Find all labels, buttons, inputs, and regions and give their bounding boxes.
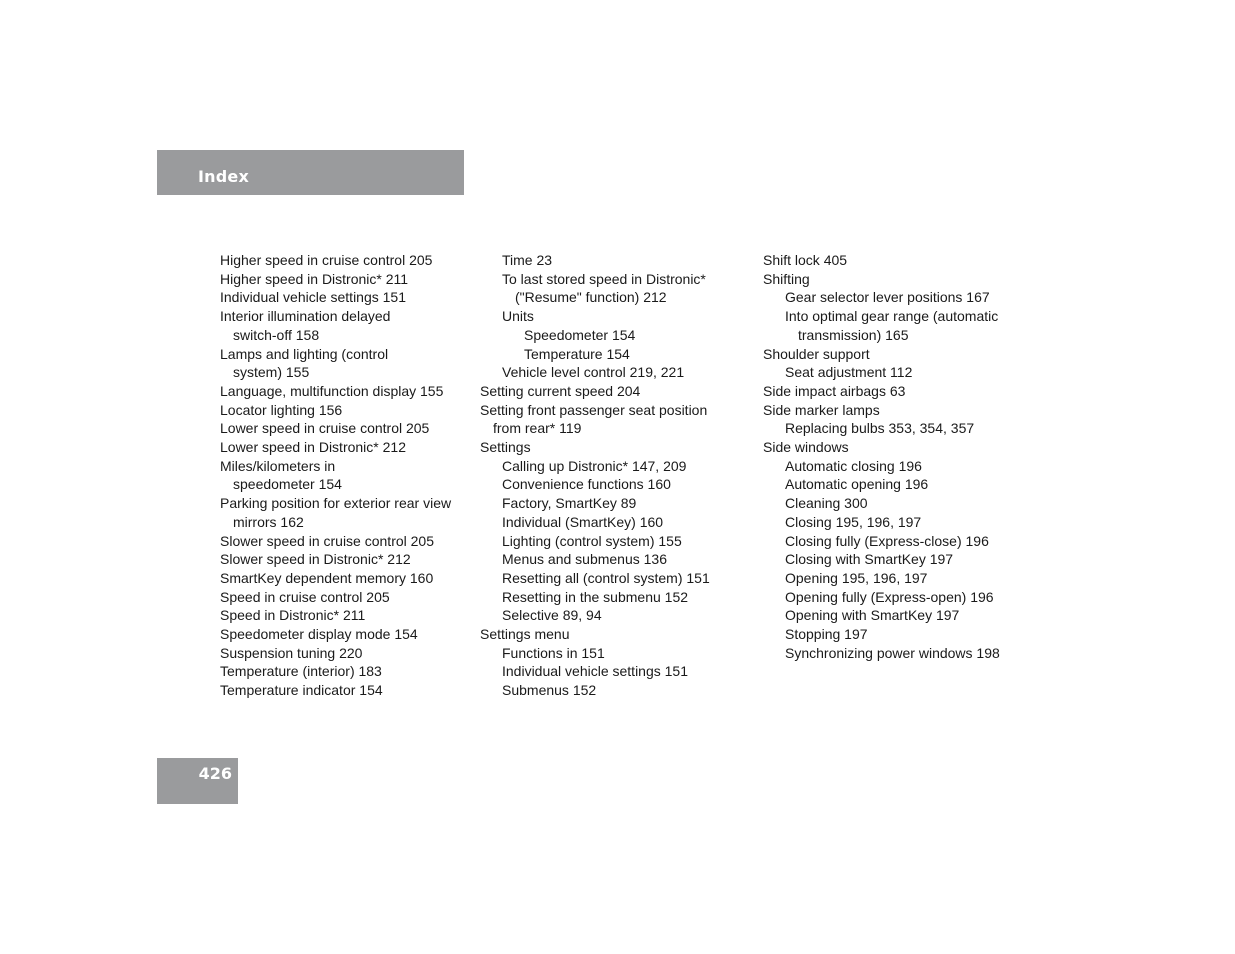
- index-entry: from rear* 119: [493, 420, 582, 437]
- index-entry: Slower speed in Distronic* 212: [220, 551, 411, 568]
- index-entry: Submenus 152: [502, 682, 597, 699]
- index-entry: Side marker lamps: [763, 401, 880, 418]
- index-entry: Resetting all (control system) 151: [502, 569, 710, 586]
- index-entry: Miles/kilometers in: [220, 457, 336, 474]
- index-entry: Closing 195, 196, 197: [785, 513, 922, 530]
- index-entry: Synchronizing power windows 198: [785, 644, 1000, 661]
- index-entry: Lower speed in cruise control 205: [220, 420, 430, 437]
- index-column-3: [763, 251, 1033, 662]
- index-entry: Temperature indicator 154: [220, 682, 383, 699]
- index-entry: Higher speed in Distronic* 211: [220, 270, 409, 287]
- index-entry: Automatic opening 196: [785, 476, 929, 493]
- index-entry: Replacing bulbs 353, 354, 357: [785, 420, 975, 437]
- index-entry: Lower speed in Distronic* 212: [220, 439, 406, 456]
- index-column-2: [480, 251, 750, 700]
- index-entry: Temperature (interior) 183: [220, 663, 382, 680]
- index-entry: Lamps and lighting (control: [220, 345, 389, 362]
- index-entry: Gear selector lever positions 167: [785, 289, 990, 306]
- index-entry: transmission) 165: [798, 326, 909, 343]
- index-entry: Automatic closing 196: [785, 457, 922, 474]
- index-entry: mirrors 162: [233, 513, 304, 530]
- index-entry: Opening with SmartKey 197: [785, 607, 960, 624]
- index-entry: Parking position for exterior rear view: [220, 495, 452, 512]
- index-entry: system) 155: [233, 364, 310, 381]
- index-header-bar: [157, 150, 464, 195]
- index-entry: Cleaning 300: [785, 495, 868, 512]
- index-entry: Settings: [480, 439, 531, 456]
- index-entry: Speed in cruise control 205: [220, 588, 390, 605]
- index-entry: Calling up Distronic* 147, 209: [502, 457, 687, 474]
- index-entry: Setting front passenger seat position: [480, 401, 708, 418]
- index-entry: Speedometer 154: [524, 326, 636, 343]
- index-entry: Stopping 197: [785, 626, 868, 643]
- index-entry: Language, multifunction display 155: [220, 382, 444, 399]
- index-entry: Individual vehicle settings 151: [220, 289, 407, 306]
- index-entry: Slower speed in cruise control 205: [220, 532, 435, 549]
- index-entry: Factory, SmartKey 89: [502, 495, 637, 512]
- index-entry: Higher speed in cruise control 205: [220, 252, 433, 268]
- page-number-tab: [157, 758, 238, 804]
- index-entry: Selective 89, 94: [502, 607, 602, 624]
- index-entry: ("Resume" function) 212: [515, 289, 667, 306]
- index-entry: Settings menu: [480, 626, 570, 643]
- index-entry: To last stored speed in Distronic*: [502, 270, 706, 287]
- index-entry: switch-off 158: [233, 326, 320, 343]
- index-entry: Temperature 154: [524, 345, 630, 362]
- index-entry: Interior illumination delayed: [220, 308, 391, 325]
- index-entry: speedometer 154: [233, 476, 342, 493]
- index-entry: Units: [502, 308, 534, 325]
- index-entry: Individual (SmartKey) 160: [502, 513, 664, 530]
- index-entry: Shoulder support: [763, 345, 870, 362]
- index-entry: Seat adjustment 112: [785, 364, 913, 381]
- index-entry: SmartKey dependent memory 160: [220, 569, 434, 586]
- index-entry: Opening fully (Express-open) 196: [785, 588, 994, 605]
- index-entry: Suspension tuning 220: [220, 644, 363, 661]
- index-entry: Lighting (control system) 155: [502, 532, 682, 549]
- index-entry: Functions in 151: [502, 644, 605, 661]
- index-entry: Closing with SmartKey 197: [785, 551, 954, 568]
- index-entry: Shift lock 405: [763, 252, 848, 268]
- index-entry: Side impact airbags 63: [763, 382, 906, 399]
- header-title: Index: [198, 167, 249, 186]
- index-entry: Into optimal gear range (automatic: [785, 308, 999, 325]
- index-entry: Speedometer display mode 154: [220, 626, 418, 643]
- index-entry: Menus and submenus 136: [502, 551, 667, 568]
- page-number: 426: [198, 764, 232, 783]
- index-column-1: [220, 251, 480, 700]
- index-entry: Time 23: [502, 252, 553, 268]
- index-entry: Individual vehicle settings 151: [502, 663, 689, 680]
- index-entry: Vehicle level control 219, 221: [502, 364, 685, 381]
- index-entry: Setting current speed 204: [480, 382, 641, 399]
- index-entry: Convenience functions 160: [502, 476, 671, 493]
- index-entry: Opening 195, 196, 197: [785, 569, 928, 586]
- index-entry: Shifting: [763, 270, 810, 287]
- index-entry: Speed in Distronic* 211: [220, 607, 366, 624]
- index-entry: Closing fully (Express-close) 196: [785, 532, 989, 549]
- index-entry: Resetting in the submenu 152: [502, 588, 689, 605]
- index-entry: Locator lighting 156: [220, 401, 343, 418]
- index-entry: Side windows: [763, 439, 849, 456]
